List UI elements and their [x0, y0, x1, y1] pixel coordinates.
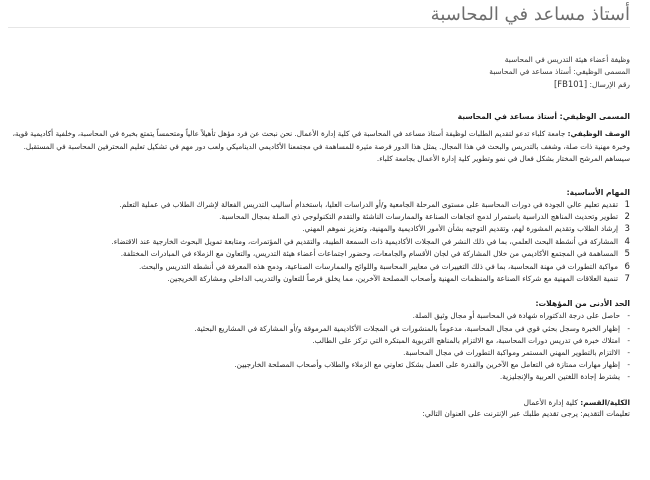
posting-meta: [8, 54, 630, 91]
college-label: الكلية/القسم:: [580, 397, 630, 407]
task-item: [8, 223, 630, 235]
task-text: تطوير وتحديث المناهج الدراسية باستمرار لدمج اتجاهات الصناعة والممارسات الناشئة والتقدم التكنولوجي ذي الصلة بمجال المحاسبة.: [219, 211, 618, 221]
job-title-label: المسمى الوظيفي:: [559, 112, 630, 121]
task-item: [8, 211, 630, 223]
job-title-value: أستاذ مساعد في المحاسبة: [457, 112, 557, 121]
qualification-text: حاصل على درجة الدكتوراه شهادة في المحاسبة أو مجال وثيق الصلة.: [412, 311, 620, 321]
application-instructions: تعليمات التقديم: يرجى تقديم طلبك عبر الإنترنت على العنوان التالي:: [422, 409, 630, 419]
task-text: تقديم تعليم عالي الجودة في دورات المحاسبة على مستوى المرحلة الجامعية و/أو الدراسات العليا، باستخدام أساليب التدريس الفعالة لإشراك الطلاب في عملية التعلم.: [119, 199, 618, 209]
qualification-item: - حاصل على درجة الدكتوراه شهادة في المحاسبة أو مجال وثيق الصلة.: [8, 310, 630, 322]
task-number: 7: [624, 273, 630, 284]
task-text: إرشاد الطلاب وتقديم المشورة لهم، وتقديم التوجيه بشأن الأمور الأكاديمية والمهنية، وتعزيز نموهم المهني.: [302, 224, 618, 234]
tasks-section: [8, 187, 630, 286]
qualification-text: إظهار الخبرة وسجل بحثي قوي في مجال المحاسبة، مدعوماً بالمنشورات في المجلات الأكاديمية المرموقة و/أو المشاركة في المشاريع البحثية.: [194, 323, 620, 333]
task-item: [8, 199, 630, 211]
job-description-text: جامعة كلباء تدعو لتقديم الطلبات لوظيفة أستاذ مساعد في المحاسبة في كلية إدارة الأعمال. نحن نبحث عن فرد مؤهل تأهيلاً عالياً ومتحمساً يتمتع بخبرة في المحاسبة، وخلفية أكاديمية قوية، وخبرة مهنية ذات صلة، وشغف بالتدريس والبحث في هذا المجال. يمثل هذا الدور فرصة مثيرة للمساهمة في مجتمعنا الأكاديمي الديناميكي ولعب دور مهم في تشكيل تعليم المحترفين المحاسبة في المستقبل. سيساهم المرشح المختار بشكل فعال في نمو وتطوير كلية إدارة الأعمال بجامعة كلباء.: [12, 129, 630, 163]
qualification-text: امتلاك خبرة في تدريس دورات المحاسبة، مع الالتزام بالمناهج التربوية المبتكرة التي تركز على الطالب.: [312, 335, 620, 345]
task-text: تنمية العلاقات المهنية مع شركاء الصناعة والمنظمات المهنية وأصحاب المصلحة الآخرين، مما يخلق فرصاً للتعاون والتدريب الداخلي ومشاركة الخريجين.: [167, 273, 618, 283]
task-number: 4: [624, 236, 630, 247]
meta-line-faculty: وظيفة أعضاء هيئة التدريس في المحاسبة: [504, 55, 630, 64]
job-title-heading: [8, 111, 630, 122]
qualification-text: إظهار مهارات ممتازة في التعامل مع الآخرين والقدرة على العمل بشكل تعاوني مع الزملاء والطلاب وأصحاب المصلحة الخارجيين.: [234, 360, 620, 370]
task-number: 5: [624, 249, 630, 260]
qualifications-section: [8, 298, 630, 383]
meta-line-title: المسمى الوظيفي: أستاذ مساعد في المحاسبة: [489, 67, 630, 76]
task-number: 3: [624, 224, 630, 235]
reference-code: [FB101]: [554, 79, 588, 89]
meta-line-reference: [8, 78, 630, 91]
college-line: [8, 397, 630, 409]
task-number: 6: [624, 261, 630, 272]
job-description-label: الوصف الوظيفي:: [567, 129, 630, 138]
task-number: 2: [624, 211, 630, 222]
task-text: المساهمة في المجتمع الأكاديمي من خلال المشاركة في لجان الأقسام والجامعات، وحضور اجتماعات أعضاء هيئة التدريس، والتعاون مع الزملاء في المبادرات المختلفة.: [120, 249, 618, 259]
tasks-heading: المهام الأساسية:: [566, 187, 630, 197]
qualification-text: يشترط إجادة اللغتين العربية والإنجليزية.: [499, 372, 620, 382]
tasks-list: [8, 199, 630, 286]
job-title-section: [8, 111, 630, 166]
qualification-item: - يشترط إجادة اللغتين العربية والإنجليزية.: [8, 371, 630, 383]
qualifications-list: [8, 310, 630, 383]
task-text: مواكبة التطورات في مهنة المحاسبة، بما في ذلك التغييرات في معايير المحاسبة واللوائح والممارسات الصناعية، ودمج هذه المعرفة في أنشطة التدريس والبحث.: [138, 261, 618, 271]
page-title: أستاذ مساعد في المحاسبة: [8, 0, 630, 28]
task-item: [8, 261, 630, 273]
job-description: [8, 128, 630, 166]
qualification-item: - إظهار الخبرة وسجل بحثي قوي في مجال المحاسبة، مدعوماً بالمنشورات في المجلات الأكاديمية المرموقة و/أو المشاركة في المشاريع البحثية.: [8, 323, 630, 335]
task-item: [8, 273, 630, 285]
task-number: 1: [624, 199, 630, 210]
qualification-text: الالتزام بالتطوير المهني المستمر ومواكبة التطورات في مجال المحاسبة.: [403, 347, 620, 357]
task-text: المشاركة في أنشطة البحث العلمي، بما في ذلك النشر في المجلات الأكاديمية ذات السمعة الطيبة، والتقديم في المؤتمرات، ومتابعة تمويل البحوث الخارجية عند الاقتضاء.: [111, 236, 618, 246]
reference-label: رقم الإرسال:: [589, 80, 630, 89]
task-item: [8, 248, 630, 260]
task-item: [8, 236, 630, 248]
qualification-item: - امتلاك خبرة في تدريس دورات المحاسبة، مع الالتزام بالمناهج التربوية المبتكرة التي تركز على الطالب.: [8, 335, 630, 347]
qualifications-heading: الحد الأدنى من المؤهلات:: [535, 299, 630, 309]
qualification-item: - إظهار مهارات ممتازة في التعامل مع الآخرين والقدرة على العمل بشكل تعاوني مع الزملاء والطلاب وأصحاب المصلحة الخارجيين.: [8, 359, 630, 371]
college-value: كلية إدارة الأعمال: [523, 397, 578, 407]
qualification-item: - الالتزام بالتطوير المهني المستمر ومواكبة التطورات في مجال المحاسبة.: [8, 347, 630, 359]
